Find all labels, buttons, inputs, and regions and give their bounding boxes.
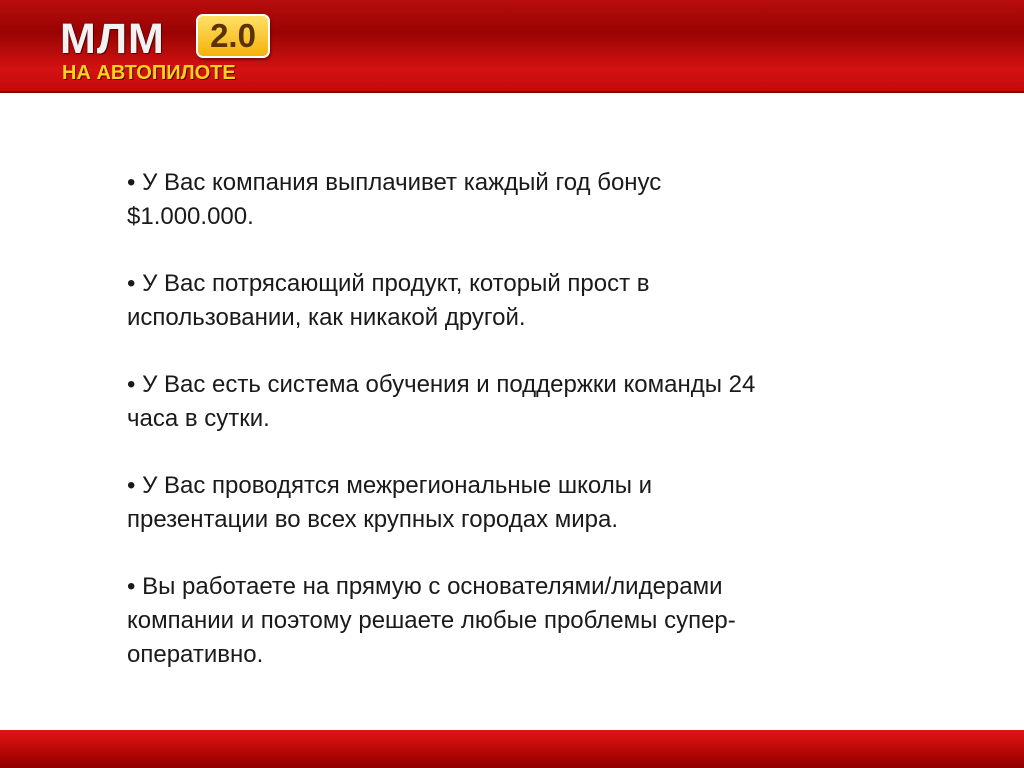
logo-subtitle: НА АВТОПИЛОТЕ — [62, 62, 236, 84]
bullet-item-5: • Вы работаете на прямую с основателями/лидерами компании и поэтому решаете любые проблемы супер- оперативно. — [127, 573, 736, 668]
bullet-item-4: • У Вас проводятся межрегиональные школы и презентации во всех крупных городах мира. — [127, 472, 653, 533]
logo-version-badge: 2.0 — [196, 14, 270, 58]
bullet-item-3: • У Вас есть система обучения и поддержки команды 24 часа в сутки. — [127, 371, 756, 432]
header-band — [0, 0, 1024, 93]
footer-band — [0, 730, 1024, 768]
bullet-item-2: • У Вас потрясающий продукт, который прост в использовании, как никакой другой. — [127, 270, 650, 331]
logo-main-text: МЛМ — [60, 15, 165, 63]
logo — [60, 14, 270, 86]
bullet-item-1: • У Вас компания выплачивет каждый год бонус $1.000.000. — [127, 169, 662, 230]
bullet-list — [127, 166, 897, 705]
